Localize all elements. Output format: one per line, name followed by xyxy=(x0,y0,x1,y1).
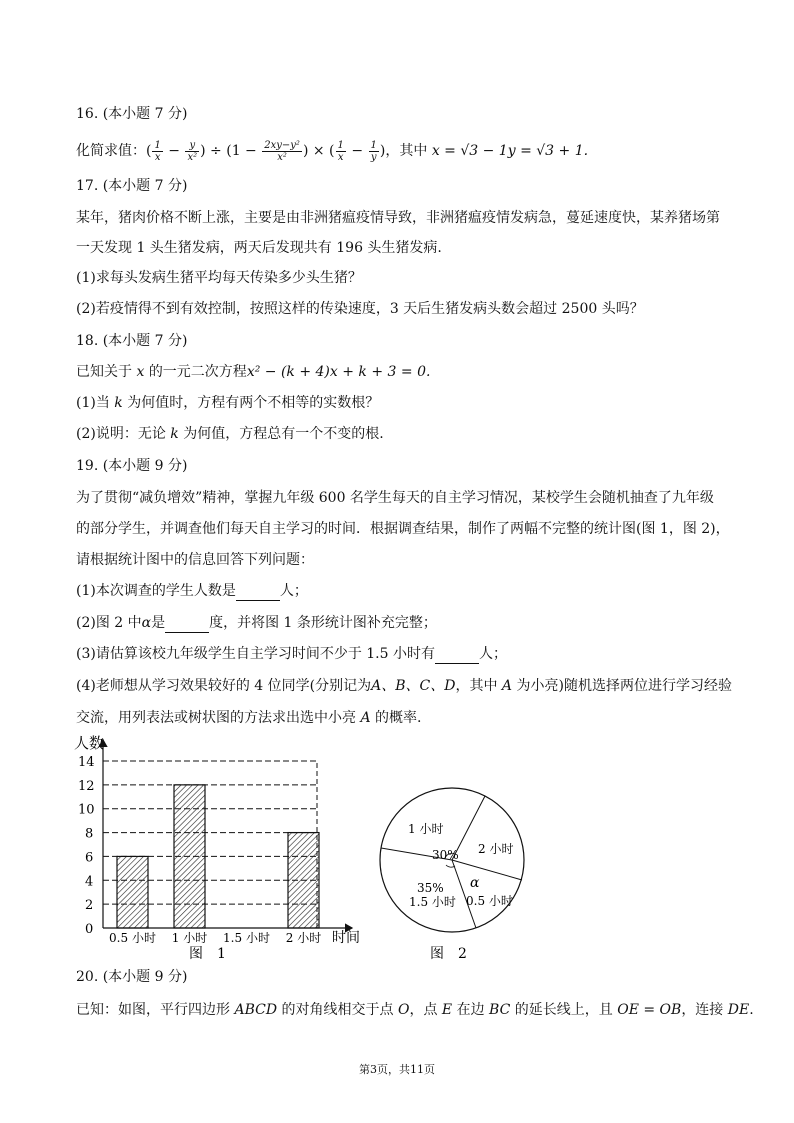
q18-text: 已知关于 x 的一元二次方程x² − (k + 4)x + k + 3 = 0. xyxy=(76,364,431,380)
y-tick-label: 0 xyxy=(85,922,94,937)
q19-part3: (3)请估算该校九年级学生自主学习时间不少于 1.5 小时有 人； xyxy=(76,646,507,662)
q19-part4-line2: 交流，用列表法或树状图的方法求出选中小亮 A 的概率. xyxy=(76,710,422,726)
y-axis-label: 人数 xyxy=(74,734,105,752)
pie-divider xyxy=(452,860,522,880)
q17-part2: (2)若疫情得不到有效控制，按照这样的传染速度，3 天后生猪发病头数会超过 2500 头吗？ xyxy=(76,301,644,317)
pie-label-2h: 2 小时 xyxy=(478,842,514,856)
pie-label-1h: 1 小时 xyxy=(408,822,444,836)
q17-text2: 一天发现 1 头生猪发病，两天后发现共有 196 头生猪发病. xyxy=(76,240,442,256)
q19-part2: (2)图 2 中α是 度，并将图 1 条形统计图补充完整； xyxy=(76,615,437,631)
q19-text3: 请根据统计图中的信息回答下列问题： xyxy=(76,552,314,568)
q19-text2: 的部分学生，并调查他们每天自主学习的时间．根据调查结果，制作了两幅不完整的统计图(图 1，图 2)， xyxy=(76,521,730,537)
x-tick-label: 1 小时 xyxy=(171,931,208,945)
q19-part4: (4)老师想从学习效果较好的 4 位同学(分别记为A、B、C、D，其中 A 为小亮)随机选择两位进行学习经验 xyxy=(76,678,732,694)
pie-percent-15h: 35% xyxy=(417,881,444,895)
q20-text: 已知：如图，平行四边形 ABCD 的对角线相交于点 O，点 E 在边 BC 的延长线上，且 OE = OB，连接 DE. xyxy=(76,1002,754,1018)
fig1-caption: 图 1 xyxy=(189,946,226,962)
y-tick-label: 12 xyxy=(78,778,95,794)
pie-label-05h: 0.5 小时 xyxy=(466,894,513,908)
pie-annotation-alpha: α xyxy=(470,875,480,891)
pie-chart xyxy=(380,788,524,962)
q16-expression: 化简求值：( $\frac{1}{x}$ − $\frac{y}{\text{x²}}$ ) ÷ (1 − $\frac{\text{2xy−y²}}{\text{x²}}$ ) × ( $\frac{1}{x}$ − $\frac{1}{y}$ )，其中 x = √3 − 1y = √3 + 1. xyxy=(76,139,589,163)
q16-values: x = √3 − 1y = √3 + 1. xyxy=(431,143,589,159)
q16-prefix: 化简求值： xyxy=(76,143,146,159)
x-axis-label: 时间 xyxy=(332,930,360,946)
q18-part2: (2)说明：无论 k 为何值，方程总有一个不变的根. xyxy=(76,426,384,442)
bar xyxy=(117,856,148,928)
fig2-caption: 图 2 xyxy=(430,946,467,962)
y-tick-label: 14 xyxy=(78,755,95,770)
bar-chart xyxy=(74,734,360,962)
frac-a: $\frac{1}{x}$ xyxy=(154,139,161,163)
q19-header: 19. (本小题 9 分) xyxy=(76,458,188,474)
figures xyxy=(0,728,794,968)
page-footer: 第3页，共11页 xyxy=(359,1063,435,1076)
x-tick-label: 1.5 小时 xyxy=(223,931,270,945)
q18-header: 18. (本小题 7 分) xyxy=(76,333,188,349)
q17-text1: 某年，猪肉价格不断上涨，主要是由非洲猪瘟疫情导致，非洲猪瘟疫情发病急，蔓延速度快，某养猪场第 xyxy=(76,210,720,226)
frac-b: $\frac{y}{\text{x²}}$ xyxy=(187,139,198,163)
pie-annotation-30: 30% xyxy=(432,848,459,862)
answer-blank[interactable] xyxy=(236,586,280,601)
bar xyxy=(174,785,205,928)
q20-header: 20. (本小题 9 分) xyxy=(76,969,188,985)
pie-label-15h: 1.5 小时 xyxy=(409,895,456,909)
y-tick-label: 8 xyxy=(85,826,94,842)
frac-d: $\frac{1}{x}$ xyxy=(337,139,344,163)
q17-part1: (1)求每头发病生猪平均每天传染多少头生猪？ xyxy=(76,270,362,286)
x-tick-label: 2 小时 xyxy=(285,931,322,945)
q18-part1: (1)当 k 为何值时，方程有两个不相等的实数根？ xyxy=(76,395,380,411)
x-tick-label: 0.5 小时 xyxy=(109,931,156,945)
y-tick-label: 10 xyxy=(78,802,95,818)
bar xyxy=(288,833,319,928)
q19-part1: (1)本次调查的学生人数是 人； xyxy=(76,583,308,599)
y-tick-label: 2 xyxy=(85,898,94,914)
q16-header: 16. (本小题 7 分) xyxy=(76,106,188,122)
frac-e: $\frac{1}{y}$ xyxy=(370,139,377,163)
q17-header: 17. (本小题 7 分) xyxy=(76,178,188,194)
y-tick-label: 6 xyxy=(85,850,94,866)
answer-blank[interactable] xyxy=(435,649,479,664)
y-tick-label: 4 xyxy=(85,874,94,890)
q19-text1: 为了贯彻“减负增效”精神，掌握九年级 600 名学生每天的自主学习情况，某校学生会随机抽查了九年级 xyxy=(76,490,714,506)
answer-blank[interactable] xyxy=(165,618,209,633)
q16-suffix: ，其中 xyxy=(385,143,428,159)
frac-c: $\frac{\text{2xy−y²}}{\text{x²}}$ xyxy=(264,139,300,163)
